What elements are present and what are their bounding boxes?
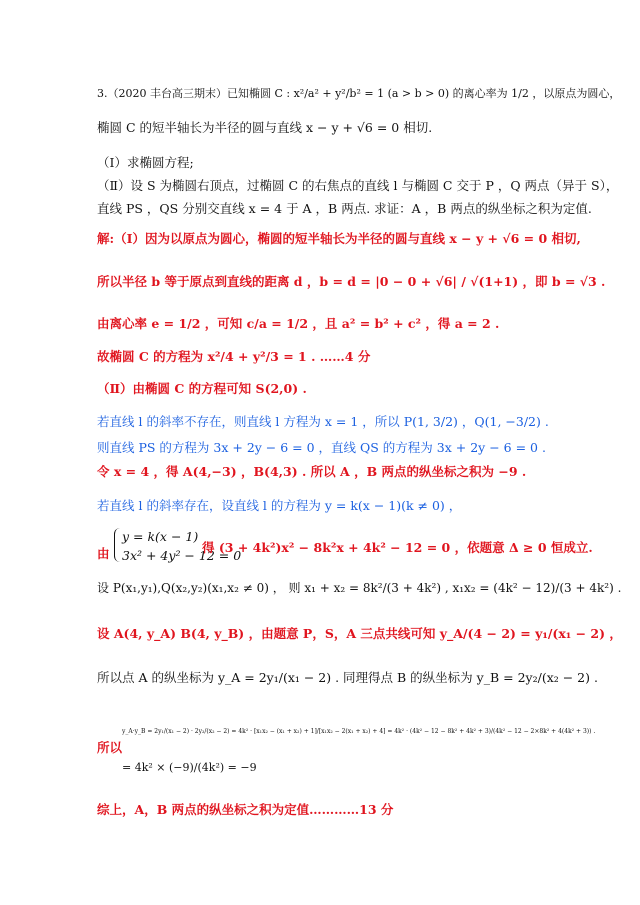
solution-line-9: 若直线 l 的斜率存在，设直线 l 的方程为 y = k(x − 1)(k ≠ 0) ， <box>97 498 462 513</box>
solution-line-1: 解:（Ⅰ）因为以原点为圆心，椭圆的短半轴长为半径的圆与直线 x − y + √6 = 0 相切, <box>97 231 581 246</box>
problem-line-1: 3.（2020 丰台高三期末）已知椭圆 C : x²/a² + y²/b² = 1 (a > b > 0) 的离心率为 1/2 ，以原点为圆心， <box>97 87 621 100</box>
solution-line-4: 故椭圆 C 的方程为 x²/4 + y²/3 = 1 . ……4 分 <box>97 349 371 364</box>
solution-line-10: 得 (3 + 4k²)x² − 8k²x + 4k² − 12 = 0 ，依题意 Δ ≥ 0 恒成立. <box>202 540 593 555</box>
problem-part-1: （Ⅰ）求椭圆方程; <box>97 155 194 170</box>
solution-line-2: 所以半径 b 等于原点到直线的距离 d ，b = d = |0 − 0 + √6| / √(1+1) ，即 b = √3 . <box>97 274 606 289</box>
problem-part-2-line-1: （Ⅱ）设 S 为椭圆右顶点，过椭圆 C 的右焦点的直线 l 与椭圆 C 交于 P ，Q 两点（异于 S）， <box>97 178 619 193</box>
problem-line-2: 椭圆 C 的短半轴长为半径的圆与直线 x − y + √6 = 0 相切. <box>97 120 433 135</box>
solution-line-10-prefix: 由 <box>97 546 110 561</box>
equation-system-line-2: 3x² + 4y² − 12 = 0 <box>122 548 242 563</box>
solution-line-13: 所以点 A 的纵坐标为 y_A = 2y₁/(x₁ − 2) . 同理得点 B 的纵坐标为 y_B = 2y₂/(x₂ − 2) . <box>97 670 598 685</box>
solution-line-5: （Ⅱ）由椭圆 C 的方程可知 S(2,0) . <box>97 381 307 396</box>
solution-line-14: y_A·y_B = 2y₁/(x₁ − 2) · 2y₂/(x₂ − 2) = 4k² · [x₁x₂ − (x₁ + x₂) + 1]/[x₁x₂ − 2(x₁ + x₂) + 4] = 4k² · (4k² − 12 − 8k² + 4k² + 3)/(4k² − 12 − 2×8k² + 4(4k² + 3)) . <box>122 728 596 735</box>
solution-line-6: 若直线 l 的斜率不存在，则直线 l 方程为 x = 1 ，所以 P(1, 3/2) ，Q(1, −3/2) . <box>97 414 549 429</box>
solution-line-3: 由离心率 e = 1/2 ，可知 c/a = 1/2 ，且 a² = b² + c² ，得 a = 2 . <box>97 316 500 331</box>
solution-line-14-result: = 4k² × (−9)/(4k²) = −9 <box>122 761 257 774</box>
equation-system-line-1: y = k(x − 1) <box>122 529 199 544</box>
solution-line-15: 综上，A，B 两点的纵坐标之积为定值…………13 分 <box>97 802 394 817</box>
solution-line-7: 则直线 PS 的方程为 3x + 2y − 6 = 0 ，直线 QS 的方程为 3x + 2y − 6 = 0 . <box>97 440 546 455</box>
solution-line-14-prefix: 所以 <box>97 740 123 755</box>
solution-line-8: 令 x = 4 ，得 A(4,−3) ，B(4,3) . 所以 A ，B 两点的纵坐标之积为 −9 . <box>97 464 527 479</box>
solution-line-12: 设 A(4, y_A) B(4, y_B) ，由题意 P，S，A 三点共线可知 y_A/(4 − 2) = y₁/(x₁ − 2) ， <box>97 626 622 641</box>
problem-part-2-line-2: 直线 PS ，QS 分别交直线 x = 4 于 A ，B 两点. 求证：A ，B 两点的纵坐标之积为定值. <box>97 201 592 216</box>
solution-line-11: 设 P(x₁,y₁),Q(x₂,y₂)(x₁,x₂ ≠ 0) ， 则 x₁ + x₂ = 8k²/(3 + 4k²) , x₁x₂ = (4k² − 12)/(3 + 4k²) . <box>97 581 622 595</box>
